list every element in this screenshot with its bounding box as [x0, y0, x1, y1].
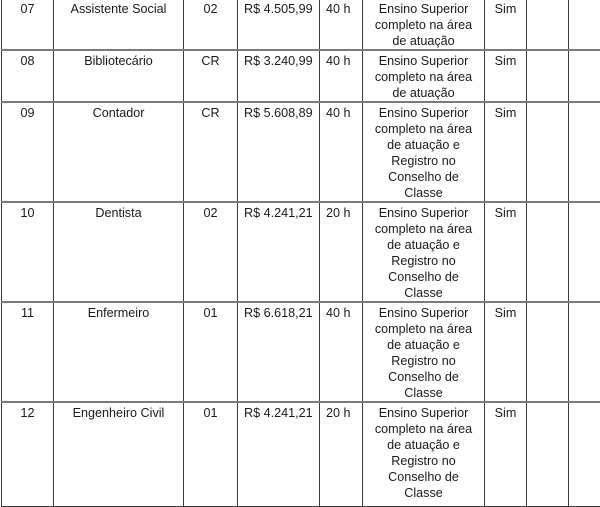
empty-cell	[527, 202, 569, 302]
requirements-line: de atuação	[366, 33, 481, 49]
requirements-line: Ensino Superior	[366, 405, 481, 421]
empty-cell	[527, 0, 569, 50]
requirements	[363, 102, 485, 202]
flag-cell: Sim	[485, 202, 527, 302]
salary: R$ 3.240,99	[238, 50, 320, 102]
workload: 20 h	[320, 202, 363, 302]
requirements-line: de atuação e	[366, 337, 481, 353]
workload: 40 h	[320, 302, 363, 402]
workload: 40 h	[320, 50, 363, 102]
empty-cell	[527, 102, 569, 202]
salary: R$ 6.618,21	[238, 302, 320, 402]
position-number: 07	[2, 0, 54, 50]
flag-cell: Sim	[485, 50, 527, 102]
requirements-line: completo na área	[366, 321, 481, 337]
flag-cell: Sim	[485, 302, 527, 402]
table-row	[2, 302, 600, 402]
requirements-line: Registro no	[366, 253, 481, 269]
workload: 40 h	[320, 102, 363, 202]
requirements-line: de atuação e	[366, 237, 481, 253]
requirements-line: Conselho de	[366, 169, 481, 185]
table-row	[2, 0, 600, 50]
position-title: Enfermeiro	[54, 302, 184, 402]
vacancies: 02	[184, 0, 238, 50]
requirements-line: Ensino Superior	[366, 305, 481, 321]
position-number: 10	[2, 202, 54, 302]
flag-cell: Sim	[485, 0, 527, 50]
requirements-line: Ensino Superior	[366, 1, 481, 17]
requirements-line: Conselho de	[366, 269, 481, 285]
requirements-line: Ensino Superior	[366, 205, 481, 221]
requirements-line: Conselho de	[366, 369, 481, 385]
empty-cell	[527, 50, 569, 102]
requirements-line: Classe	[366, 285, 481, 301]
position-number: 11	[2, 302, 54, 402]
requirements-line: de atuação e	[366, 137, 481, 153]
requirements-line: de atuação	[366, 85, 481, 101]
requirements-line: Conselho de	[366, 469, 481, 485]
job-positions-table	[1, 0, 600, 507]
requirements-line: Registro no	[366, 353, 481, 369]
requirements	[363, 302, 485, 402]
vacancies: 02	[184, 202, 238, 302]
requirements	[363, 402, 485, 506]
requirements-line: completo na área	[366, 221, 481, 237]
salary: R$ 4.241,21	[238, 202, 320, 302]
position-title: Assistente Social	[54, 0, 184, 50]
vacancies: CR	[184, 102, 238, 202]
table-row	[2, 50, 600, 102]
empty-cell	[527, 302, 569, 402]
requirements-line: Registro no	[366, 153, 481, 169]
vacancies: 01	[184, 302, 238, 402]
requirements-line: completo na área	[366, 121, 481, 137]
vacancies: CR	[184, 50, 238, 102]
requirements-line: Ensino Superior	[366, 105, 481, 121]
flag-cell: Sim	[485, 402, 527, 506]
empty-cell	[569, 0, 600, 50]
table-row	[2, 402, 600, 506]
position-number: 12	[2, 402, 54, 506]
requirements-line: completo na área	[366, 17, 481, 33]
empty-cell	[569, 302, 600, 402]
flag-cell: Sim	[485, 102, 527, 202]
empty-cell	[569, 202, 600, 302]
empty-cell	[569, 402, 600, 506]
requirements	[363, 0, 485, 50]
position-title: Engenheiro Civil	[54, 402, 184, 506]
table-body	[2, 0, 600, 506]
position-title: Bibliotecário	[54, 50, 184, 102]
table-row	[2, 202, 600, 302]
requirements-line: Classe	[366, 485, 481, 501]
requirements-line: de atuação e	[366, 437, 481, 453]
position-title: Dentista	[54, 202, 184, 302]
salary: R$ 5.608,89	[238, 102, 320, 202]
requirements-line: completo na área	[366, 421, 481, 437]
salary: R$ 4.241,21	[238, 402, 320, 506]
requirements-line: Classe	[366, 185, 481, 201]
position-number: 08	[2, 50, 54, 102]
requirements	[363, 202, 485, 302]
workload: 40 h	[320, 0, 363, 50]
vacancies: 01	[184, 402, 238, 506]
empty-cell	[569, 102, 600, 202]
requirements-line: Ensino Superior	[366, 53, 481, 69]
position-number: 09	[2, 102, 54, 202]
empty-cell	[569, 50, 600, 102]
salary: R$ 4.505,99	[238, 0, 320, 50]
workload: 20 h	[320, 402, 363, 506]
table-row	[2, 102, 600, 202]
requirements-line: Registro no	[366, 453, 481, 469]
requirements	[363, 50, 485, 102]
position-title: Contador	[54, 102, 184, 202]
requirements-line: completo na área	[366, 69, 481, 85]
empty-cell	[527, 402, 569, 506]
requirements-line: Classe	[366, 385, 481, 401]
